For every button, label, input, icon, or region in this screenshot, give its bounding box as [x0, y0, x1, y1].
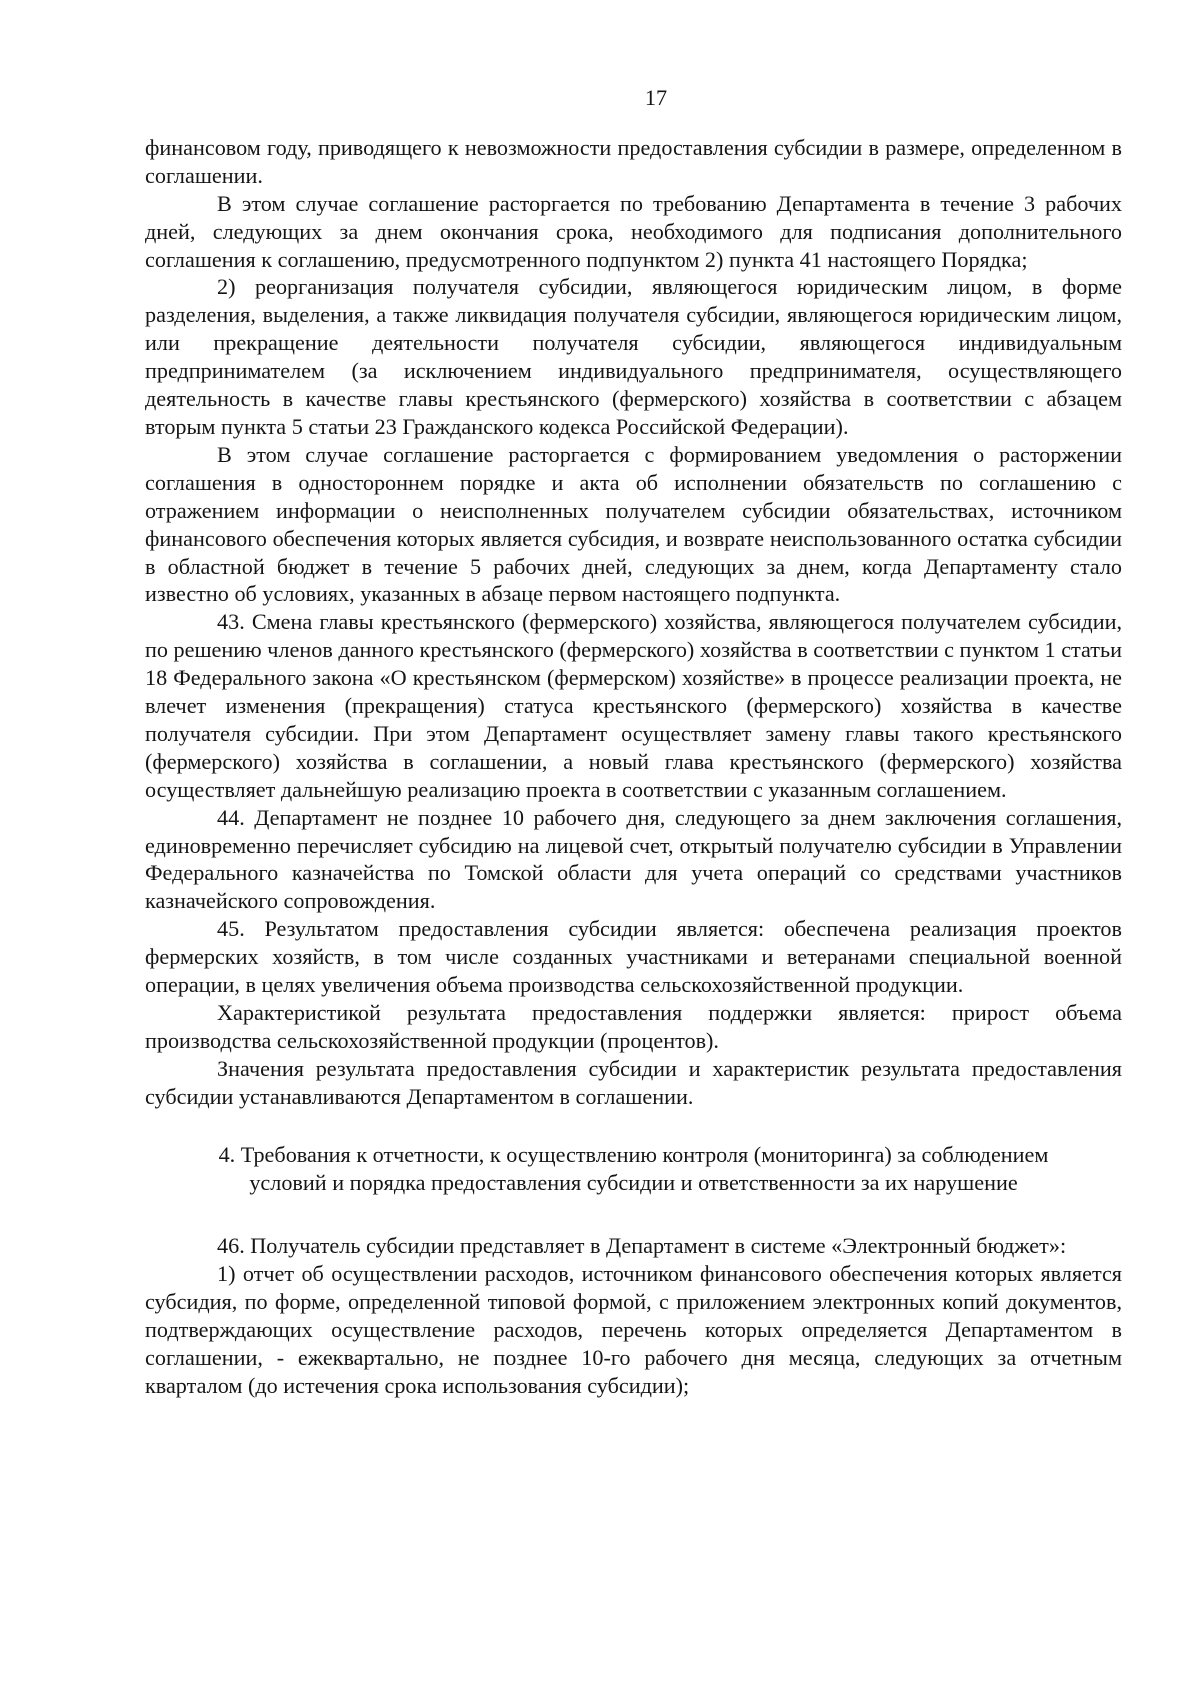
paragraph-item-44: 44. Департамент не позднее 10 рабочего дня, следующего за днем заключения соглашения, единовременно перечисляет субсидию на лицевой счет, открытый получателю субсидии в Управлении Федерального казначейства по Томской области для учета операций со средствами участников казначейского сопровождения. [145, 804, 1122, 914]
paragraph-termination-3-days: В этом случае соглашение расторгается по требованию Департамента в течение 3 рабочих дней, следующих за днем окончания срока, необходимого для подписания дополнительного соглашения к соглашению, предусмотренного подпунктом 2) пункта 41 настоящего Порядка; [145, 190, 1122, 272]
paragraph-reorganization: 2) реорганизация получателя субсидии, являющегося юридическим лицом, в форме разделения, выделения, а также ликвидация получателя субсидии, являющегося юридическим лицом, или прекращение деятельности получателя субсидии, являющегося индивидуальным предпринимателем (за исключением индивидуального предпринимателя, осуществляющего деятельность в качестве главы крестьянского (фермерского) хозяйства в соответствии с абзацем вторым пункта 5 статьи 23 Гражданского кодекса Российской Федерации). [145, 274, 1122, 439]
paragraph-item-45: 45. Результатом предоставления субсидии является: обеспечена реализация проектов фермерских хозяйств, в том числе созданных участниками и ветеранами специальной военной операции, в целях увеличения объема производства сельскохозяйственной продукции. [145, 916, 1122, 998]
section-heading: 4. Требования к отчетности, к осуществлению контроля (мониторинга) за соблюдением условий и порядка предоставления субсидии и ответственности за их нарушение [218, 1141, 1049, 1195]
page-number: 17 [644, 85, 668, 110]
paragraph-item-46: 46. Получатель субсидии представляет в Департамент в системе «Электронный бюджет»: [217, 1233, 1067, 1259]
paragraph-result-characteristic: Характеристикой результата предоставления поддержки является: прирост объема производства сельскохозяйственной продукции (процентов). [145, 1000, 1122, 1053]
paragraph-item-46-1: 1) отчет об осуществлении расходов, источником финансового обеспечения которых является субсидия, по форме, определенной типовой формой, с приложением электронных копий документов, подтверждающих осуществление расходов, перечень которых определяется Департаментом в соглашении, - ежеквартально, не позднее 10-го рабочего дня месяца, следующих за отчетным кварталом (до истечения срока использования субсидии); [145, 1261, 1122, 1398]
paragraph-termination-notice: В этом случае соглашение расторгается с формированием уведомления о расторжении соглашения в одностороннем порядке и акта об исполнении обязательств по соглашению с отражением информации о неисполненных получателем субсидии обязательствах, источником финансового обеспечения которых является субсидия, и возврате неиспользованного остатка субсидии в областной бюджет в течение 5 рабочих дней, следующих за днем, когда Департаменту стало известно об условиях, указанных в абзаце первом настоящего подпункта. [145, 441, 1122, 607]
paragraph-item-43: 43. Смена главы крестьянского (фермерского) хозяйства, являющегося получателем субсидии, по решению членов данного крестьянского (фермерского) хозяйства в соответствии с пунктом 1 статьи 18 Федерального закона «О крестьянском (фермерском) хозяйстве» в процессе реализации проекта, не влечет изменения (прекращения) статуса крестьянского (фермерского) хозяйства в качестве получателя субсидии. При этом Департамент осуществляет замену главы такого крестьянского (фермерского) хозяйства в соглашении, а новый глава крестьянского (фермерского) хозяйства осуществляет дальнейшую реализацию проекта в соответствии с указанным соглашением. [145, 609, 1122, 802]
paragraph-result-values: Значения результата предоставления субсидии и характеристик результата предоставления субсидии устанавливаются Департаментом в соглашении. [145, 1055, 1122, 1109]
paragraph-continuation: финансовом году, приводящего к невозможности предоставления субсидии в размере, определенном в соглашении. [145, 134, 1122, 188]
